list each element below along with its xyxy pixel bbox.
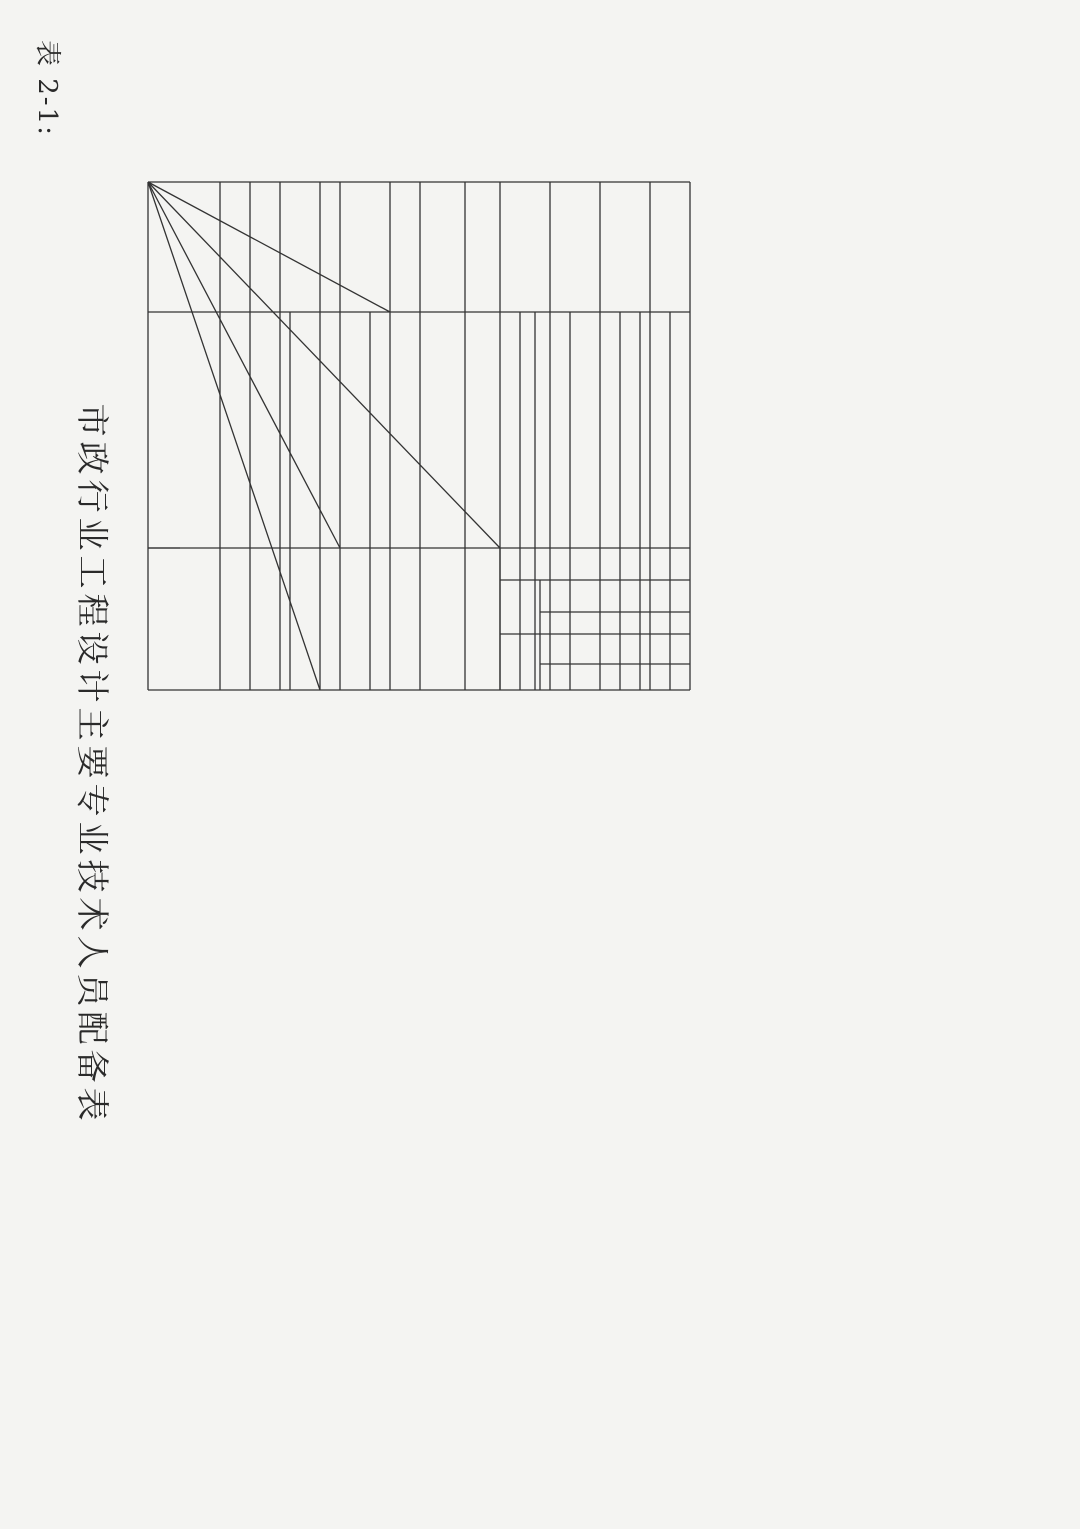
diagonal-line bbox=[148, 182, 500, 548]
table-label: 表 2-1: bbox=[32, 40, 62, 137]
diagonal-line bbox=[148, 182, 340, 548]
page-title: 市政行业工程设计主要专业技术人员配备表 bbox=[73, 403, 112, 1126]
diagonal-line bbox=[148, 182, 390, 312]
diagonal-line bbox=[148, 182, 320, 690]
table-label-fill bbox=[4, 560, 24, 680]
